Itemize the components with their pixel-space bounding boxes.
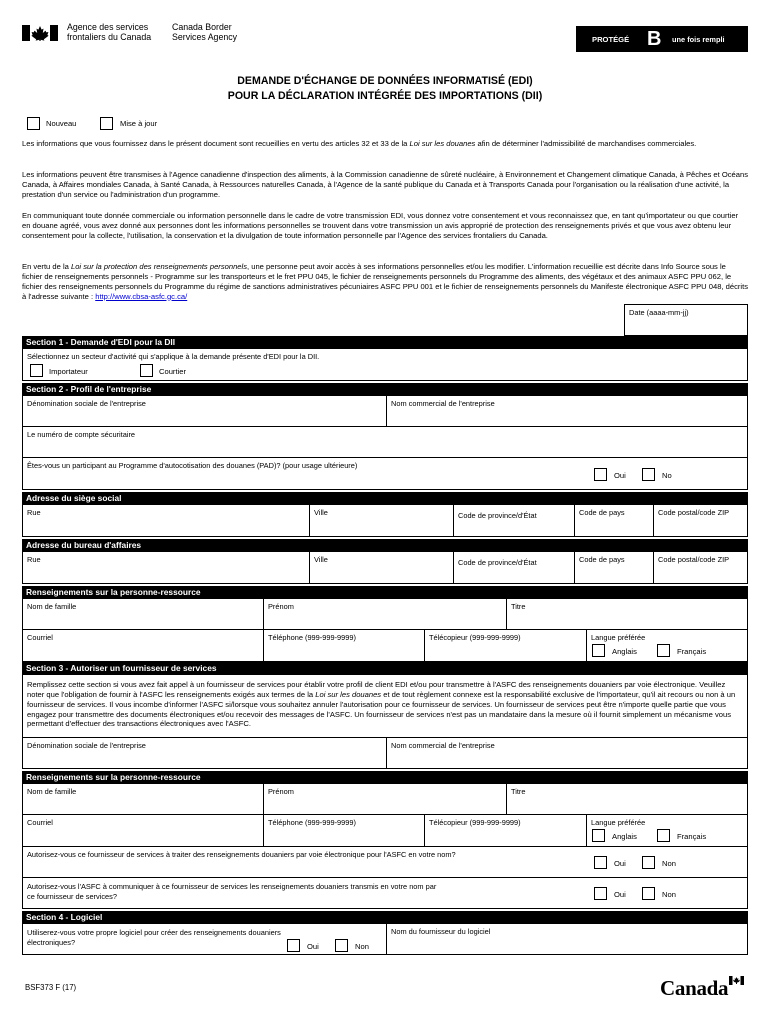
business-office-country-label: Code de pays (579, 555, 625, 564)
wordmark-flag-icon (729, 976, 744, 985)
canada-wordmark-text: Canada (660, 976, 729, 1000)
business-office-province-label: Code de province/d'État (458, 558, 537, 567)
business-office-city-label: Ville (314, 555, 328, 564)
pad-question-row (22, 458, 748, 490)
contact2-name-row (22, 784, 748, 815)
new-request-label: Nouveau (46, 119, 77, 128)
intro-paragraph-2: Les informations peuvent être transmises à l'Agence canadienne d'inspection des aliments, à la Commission canadienne de sûreté nucléaire, à Environnement et Changement climatique Canada, à Pêches et Océans Canada, à Affaires mondiales Canada, à Santé Canada, à Ressources naturelles Canada, à l'Agence de la santé publique du Canada et à Transports Canada pour l'organisation ou la réalisation d'une activité, la prestation d'un service ou l'administration d'un programme. (22, 170, 748, 199)
business-office-postal-label: Code postal/code ZIP (658, 555, 730, 564)
contact2-phone-label: Téléphone (999-999-9999) (268, 818, 356, 827)
intro-paragraph-3: En communiquant toute donnée commerciale ou information personnelle dans le cadre de votre transmission EDI, vous donnez votre consentement et vous reconnaissez que, en tant qu'importateur ou que courtier en douane agréé, vous avez donné aux personnes dont les informations personnelles se trouvent dans votre transmission un avis approprié de protection des renseignements privés et que vous avez obtenu leur consentement pour la collecte, l'utilisation, la conservation et la divulgation de toute information personnelle par l'Agence des services frontaliers du Canada. (22, 211, 739, 240)
contact1-french-checkbox[interactable] (657, 644, 670, 657)
head-office-street-label: Rue (27, 508, 41, 517)
authorize-processing-row (22, 847, 748, 878)
authorize-processing-question: Autorisez-vous ce fournisseur de services à traiter des renseignements douaniers par voie électronique pour l'ASFC en votre nom? (27, 850, 456, 859)
section2-header: Section 2 - Profil de l'entreprise (22, 383, 748, 396)
security-account-row[interactable] (22, 427, 748, 458)
trade-name-label: Nom commercial de l'entreprise (391, 399, 495, 408)
section1-header: Section 1 - Demande d'EDI pour la DII (22, 336, 748, 349)
authorize-processing-no-checkbox[interactable] (642, 856, 655, 869)
own-software-no-checkbox[interactable] (335, 939, 348, 952)
business-office-header: Adresse du bureau d'affaires (22, 539, 748, 552)
update-request-label: Mise à jour (120, 119, 158, 128)
authorize-disclosure-yes-checkbox[interactable] (594, 887, 607, 900)
contact2-header: Renseignements sur la personne-ressource (22, 771, 748, 784)
contact1-comm-row (22, 630, 748, 662)
authorize-processing-yes-label: Oui (614, 859, 626, 868)
section4-header: Section 4 - Logiciel (22, 911, 748, 924)
agency-name-en (172, 22, 237, 42)
legal-name-label: Dénomination sociale de l'entreprise (27, 399, 146, 408)
agency-name-fr (67, 22, 151, 42)
importer-checkbox[interactable] (30, 364, 43, 377)
business-office-row (22, 552, 748, 584)
legal-name-input[interactable] (27, 410, 382, 424)
intro-p1-law: Loi sur les douanes (409, 139, 476, 148)
section1-instruction: Sélectionnez un secteur d'activité qui s'applique à la demande présente d'EDI pour la DII. (27, 352, 320, 361)
trade-name-cell[interactable] (386, 396, 747, 426)
own-software-yes-checkbox[interactable] (287, 939, 300, 952)
intro-p1-text-a: Les informations que vous fournissez dans le présent document sont recueillies en vertu des articles 32 et 33 de la (22, 139, 410, 148)
date-field[interactable] (624, 304, 748, 336)
head-office-row (22, 505, 748, 537)
authorize-disclosure-no-checkbox[interactable] (642, 887, 655, 900)
contact2-language-label: Langue préférée (591, 818, 646, 827)
contact2-language-cell (586, 815, 747, 846)
canada-wordmark (660, 976, 728, 1002)
contact1-french-label: Français (677, 647, 707, 656)
intro-paragraph-1 (22, 139, 748, 149)
head-office-city-label: Ville (314, 508, 328, 517)
agency-name-en-line1: Canada Border (172, 22, 232, 32)
agency-name-fr-line2: frontaliers du Canada (67, 32, 152, 43)
contact1-title-label: Titre (511, 602, 526, 611)
importer-label: Importateur (49, 367, 88, 376)
contact1-email-label: Courriel (27, 633, 53, 642)
section3-header: Section 3 - Autoriser un fournisseur de services (22, 662, 748, 675)
section3-text-b: et de tout règlement connexe est la responsabilité exclusive de l'importateur, qu'il ait recours ou non à un fournisseur de services. Il vous incombe d'informer l'ASFC si/lorsque vous souhaitez annuler l'autorisation pour ce fournisseur de services. Un fournisseur de services peut être n'importe quelle partie que vous engagez pour transmettre des documents électroniques et/ou recevoir des messages de l'ASFC. Un fournisseur de services n'est pas un mandataire dans la mesure où il fournit simplement un mécanisme vous permettant d'effectuer des transactions électroniques avec l'ASFC. (27, 689, 736, 729)
pad-yes-checkbox[interactable] (594, 468, 607, 481)
authorize-disclosure-question (27, 882, 436, 901)
head-office-postal-cell[interactable] (653, 505, 747, 536)
provider-name-row (22, 738, 748, 769)
contact2-english-checkbox[interactable] (592, 829, 605, 842)
new-request-checkbox[interactable] (27, 117, 40, 130)
head-office-country-label: Code de pays (579, 508, 625, 517)
form-id: BSF373 F (17) (25, 983, 77, 992)
protected-suffix: une fois rempli (672, 35, 725, 44)
authorize-processing-yes-checkbox[interactable] (594, 856, 607, 869)
contact1-fax-label: Télécopieur (999-999-9999) (429, 633, 521, 642)
contact1-english-label: Anglais (612, 647, 637, 656)
intro-p1-text-b: afin de déterminer l'admissibilité de marchandises commerciales. (475, 139, 697, 148)
provider-legal-name-label: Dénomination sociale de l'entreprise (27, 741, 146, 750)
contact2-title-label: Titre (511, 787, 526, 796)
contact2-title-cell[interactable] (506, 784, 747, 814)
own-software-line2: électroniques? (27, 937, 76, 947)
contact2-comm-row (22, 815, 748, 847)
broker-label: Courtier (159, 367, 187, 376)
company-name-row (22, 396, 748, 427)
update-request-checkbox[interactable] (100, 117, 113, 130)
form-title-line2: POUR LA DÉCLARATION INTÉGRÉE DES IMPORTATIONS (DII) (227, 89, 543, 102)
pad-no-label: No (662, 471, 672, 480)
protected-label: PROTÉGÉ (592, 35, 630, 44)
security-account-label: Le numéro de compte sécuritaire (27, 430, 136, 439)
contact2-email-label: Courriel (27, 818, 53, 827)
date-label: Date (aaaa-mm-jj) (629, 308, 689, 317)
contact1-english-checkbox[interactable] (592, 644, 605, 657)
contact1-language-label: Langue préférée (591, 633, 646, 642)
provider-trade-name-label: Nom commercial de l'entreprise (391, 741, 495, 750)
intro-p4-text-b: , une personne peut avoir accès à ses informations personnelles et/ou les modifier. L'information recueillie est décrite dans Info Source sous le fichier de renseignements personnels - Programme sur les transporteurs et le fret PPU 045, le fichier de renseignements personnels du Programme des aliments, des végétaux et des animaux ASFC PPU 062, le fichier des renseignements personnels du Programme du régime de sanctions administratives pécuniaires ASFC PPU 001 et le fichier de renseignements personnels du Manifeste électronique ASFC PPU 048, décrits à l'adresse suivante : (22, 262, 748, 301)
contact1-last-name-label: Nom de famille (27, 602, 77, 611)
contact1-header: Renseignements sur la personne-ressource (22, 586, 748, 599)
section1-body (22, 349, 748, 381)
head-office-province-label: Code de province/d'État (458, 511, 537, 520)
contact1-first-name-label: Prénom (268, 602, 294, 611)
own-software-yes-label: Oui (307, 942, 319, 951)
protected-letter: B (647, 28, 662, 50)
pad-yes-label: Oui (614, 471, 626, 480)
section3-law: Loi sur les douanes (315, 689, 382, 699)
business-office-street-label: Rue (27, 555, 41, 564)
provider-trade-name-cell[interactable] (386, 738, 747, 768)
broker-checkbox[interactable] (140, 364, 153, 377)
own-software-line1: Utiliserez-vous votre propre logiciel pour créer des renseignements douaniers (27, 928, 281, 937)
software-supplier-cell[interactable] (386, 924, 747, 954)
contact2-first-name-label: Prénom (268, 787, 294, 796)
form-title-line1: DEMANDE D'ÉCHANGE DE DONNÉES INFORMATISÉ (EDI) (237, 75, 533, 87)
intro-p4-text-a: En vertu de la (22, 262, 71, 271)
contact2-fax-label: Télécopieur (999-999-9999) (429, 818, 521, 827)
agency-name-fr-line1: Agence des services (67, 22, 149, 32)
contact2-english-label: Anglais (612, 832, 637, 841)
software-supplier-label: Nom du fournisseur du logiciel (391, 927, 491, 936)
section3-paragraph (27, 680, 743, 729)
contact2-french-label: Français (677, 832, 707, 841)
authorize-processing-no-label: Non (662, 859, 676, 868)
agency-name-en-line2: Services Agency (172, 32, 238, 43)
contact1-phone-label: Téléphone (999-999-9999) (268, 633, 356, 642)
own-software-no-label: Non (355, 942, 369, 951)
contact1-name-row (22, 599, 748, 630)
authorize-disclosure-row (22, 878, 748, 909)
pad-no-checkbox[interactable] (642, 468, 655, 481)
protected-b-badge (576, 26, 748, 52)
contact2-last-name-label: Nom de famille (27, 787, 77, 796)
intro-p4-law: Loi sur la protection des renseignements personnels (70, 262, 247, 271)
contact2-french-checkbox[interactable] (657, 829, 670, 842)
authorize-disclosure-line1: Autorisez-vous l'ASFC à communiquer à ce fournisseur de services les renseignements douaniers transmis en votre nom par (27, 882, 437, 891)
authorize-disclosure-no-label: Non (662, 890, 676, 899)
own-software-question (27, 928, 281, 947)
software-row (22, 924, 748, 955)
head-office-header: Adresse du siège social (22, 492, 748, 505)
business-office-postal-cell[interactable] (653, 552, 747, 583)
canada-flag-icon (22, 25, 58, 41)
contact1-title-cell[interactable] (506, 599, 747, 629)
intro-paragraph-4 (22, 262, 748, 301)
authorize-disclosure-yes-label: Oui (614, 890, 626, 899)
section3-text-a: Remplissez cette section si vous avez fait appel à un fournisseur de services pour établir votre profil de client EDI et/ou pour transmettre à l'ASFC des renseignements douaniers par voie électronique. Veuillez noter que l'obligation de fournir à l'ASFC les renseignements exigés aux termes de la (27, 680, 726, 699)
form-title (0, 74, 770, 104)
pad-question: Êtes-vous un participant au Programme d'autocotisation des douanes (PAD)? (pour usage ultérieure) (27, 461, 358, 470)
authorize-disclosure-line2: ce fournisseur de services? (27, 891, 117, 901)
head-office-postal-label: Code postal/code ZIP (658, 508, 730, 517)
cbsa-website-link[interactable]: http://www.cbsa-asfc.gc.ca/ (95, 291, 188, 301)
section3-paragraph-row (22, 675, 748, 738)
contact1-language-cell (586, 630, 747, 661)
